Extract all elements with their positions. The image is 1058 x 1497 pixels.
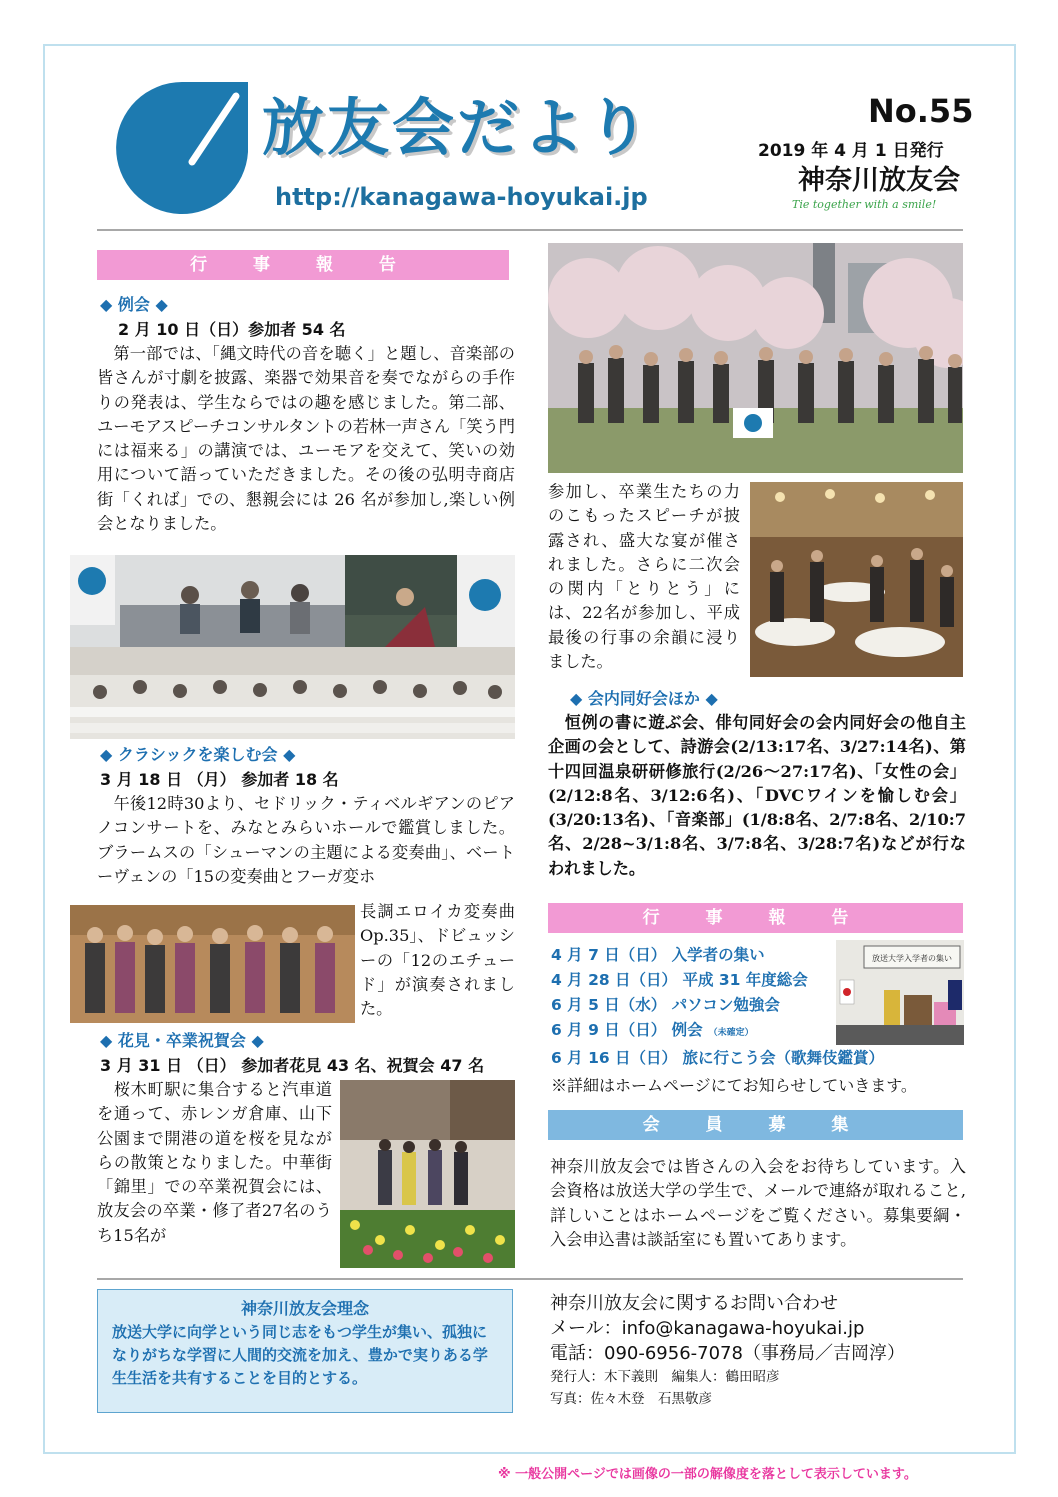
photographer-line: 写真：佐々木登 石黒敬彦 — [550, 1391, 712, 1407]
schedule-item-1: 4 月 7 日（日） 入学者の集い — [551, 946, 765, 964]
recruit-body — [550, 1155, 966, 1252]
tentative-badge: （未確定） — [708, 1028, 754, 1038]
recruit-text: 神奈川放友会では皆さんの入会をお待ちしています。入会資格は放送大学の学生で、メールで連絡が取れること,詳しいことはホームページをご覧ください。募集要綱・入会申込書は談話室にも置いてあります。 — [550, 1157, 966, 1249]
hanami-subheading: 3 月 31 日 （日） 参加者花見 43 名、祝賀会 47 名 — [100, 1056, 485, 1075]
reikai-heading: ◆ 例会 ◆ — [100, 295, 168, 314]
classic-photo — [70, 905, 355, 1023]
publisher-line: 発行人：木下義則 編集人：鶴田昭彦 — [550, 1369, 780, 1385]
contact-title: 神奈川放友会に関するお問い合わせ — [550, 1293, 838, 1314]
reikai-text: 第一部では、「縄文時代の音を聴く」と題し、音楽部の皆さんが寸劇を披露、楽器で効果音を奏でながらの手作りの発表は、学生ならではの趣を感じました。第二部、ユーモアスピーチコンサルタントの若林一声さん「笑う門には福来る」の講演では、ユーモアを交えて、笑いの効用について語っていただきました。その後の弘明寺商店街「くれば」での、懇親会には 26 名が参加し,楽しい例会となりました。 — [97, 344, 515, 534]
schedule-item-4 — [551, 1018, 884, 1046]
hanami-photo — [340, 1080, 515, 1268]
contact-mail[interactable]: メール：info@kanagawa-hoyukai.jp — [550, 1318, 865, 1339]
reikai-subheading: 2 月 10 日（日）参加者 54 名 — [118, 320, 346, 339]
mission-title: 神奈川放友会理念 — [240, 1299, 369, 1318]
footer-divider — [97, 1278, 963, 1280]
schedule-item-3: 6 月 5 日（水） パソコン勉強会 — [551, 996, 780, 1014]
org-name: 神奈川放友会 — [798, 165, 960, 196]
recruit-banner: 会 員 募 集 — [548, 1110, 963, 1140]
newsletter-title: 放友会だより — [262, 91, 653, 164]
schedule-item-2: 4 月 28 日（日） 平成 31 年度総会 — [551, 971, 808, 989]
classic-subheading: 3 月 18 日 （月） 参加者 18 名 — [100, 770, 339, 789]
hanami-continued-body — [548, 480, 740, 674]
issue-number: No.55 — [868, 92, 974, 130]
schedule-item-5: 6 月 16 日（日） 旅に行こう会（歌舞伎鑑賞） — [551, 1049, 884, 1067]
mission-body: 放送大学に向学という同じ志をもつ学生が集い、孤独になりがちな学習に人間的交流を加え、豊かで実りある学生生活を共有することを目的とする。 — [112, 1323, 488, 1387]
hanami-text: 桜木町駅に集合すると汽車道を通って、赤レンガ倉庫、山下公園まで開港の道を桜を見ながらの散策となりました。中華街「錦里」での卒業祝賀会には、放友会の卒業・修了者27名のうち15名が — [97, 1080, 332, 1245]
reikai-photo-2 — [345, 555, 515, 647]
resolution-note: ※ 一般公開ページでは画像の一部の解像度を落として表示しています。 — [498, 1467, 917, 1482]
reikai-photo-3 — [70, 647, 515, 739]
contact-block — [550, 1291, 905, 1410]
schedule-item-4-text: 6 月 9 日（日） 例会 — [551, 1021, 703, 1039]
hoyukai-logo-icon — [108, 74, 258, 224]
schedule-banner: 行 事 報 告 — [548, 903, 963, 933]
classic-heading: ◆ クラシックを楽しむ会 ◆ — [100, 745, 296, 764]
hanami-continued-text: 参加し、卒業生たちの力のこもったスピーチが披露され、盛大な宴が催されました。さらに二次会の関内「とりとう」には、22名が参加し、平成最後の行事の余韻に浸りました。 — [548, 482, 740, 672]
contact-phone[interactable]: 電話：090-6956-7078（事務局／吉岡淳） — [550, 1343, 905, 1364]
ceremony-sign-text: 放送大学入学者の集い — [872, 954, 952, 963]
classic-side-body — [360, 900, 515, 1021]
report-banner: 行 事 報 告 — [97, 250, 509, 280]
hanami-heading: ◆ 花見・卒業祝賀会 ◆ — [100, 1031, 264, 1050]
hanami-body — [97, 1078, 332, 1248]
schedule-list — [551, 943, 884, 1071]
entrance-ceremony-photo — [836, 940, 964, 1045]
reikai-body — [97, 342, 515, 536]
club-text: 恒例の書に遊ぶ会、俳句同好会の会内同好会の他自主企画の会として、詩游会(2/13:17名、3/27:14名)、第十四回温泉研研修旅行(2/26～27:17名)、「女性の会」(2/12:8名、3/12:6名)、「DVCワインを愉しむ会」(3/20:13名)、「音楽部」(1/8:8名、2/7:8名、2/10:7名、2/28~3/1:8名、3/7:8名、3/28:7名)などが行なわれました。 — [548, 713, 966, 878]
classic-body — [97, 792, 515, 889]
tagline: Tie together with a smile! — [792, 198, 937, 211]
banquet-photo — [750, 482, 963, 677]
classic-text: 午後12時30より、セドリック・ティベルギアンのピアノコンサートを、みなとみらいホールで鑑賞しました。ブラームスの「シューマンの主題による変奏曲」、ベートーヴェンの「15の変奏曲とフーガ変ホ — [97, 794, 515, 886]
cherry-blossom-group-photo — [548, 243, 963, 473]
club-heading: ◆ 会内同好会ほか ◆ — [570, 689, 718, 708]
site-url[interactable]: http://kanagawa-hoyukai.jp — [275, 183, 648, 211]
header-divider — [97, 229, 963, 231]
reikai-photo-1 — [70, 555, 345, 647]
mission-box — [97, 1289, 513, 1413]
classic-side-text: 長調エロイカ変奏曲Op.35」、ドビュッシーの「12のエチュード」が演奏されました。 — [360, 902, 515, 1019]
schedule-note: ※詳細はホームページにてお知らせしていきます。 — [551, 1076, 917, 1095]
issue-date: 2019 年 4 月 1 日発行 — [758, 141, 944, 161]
club-body — [548, 711, 966, 881]
